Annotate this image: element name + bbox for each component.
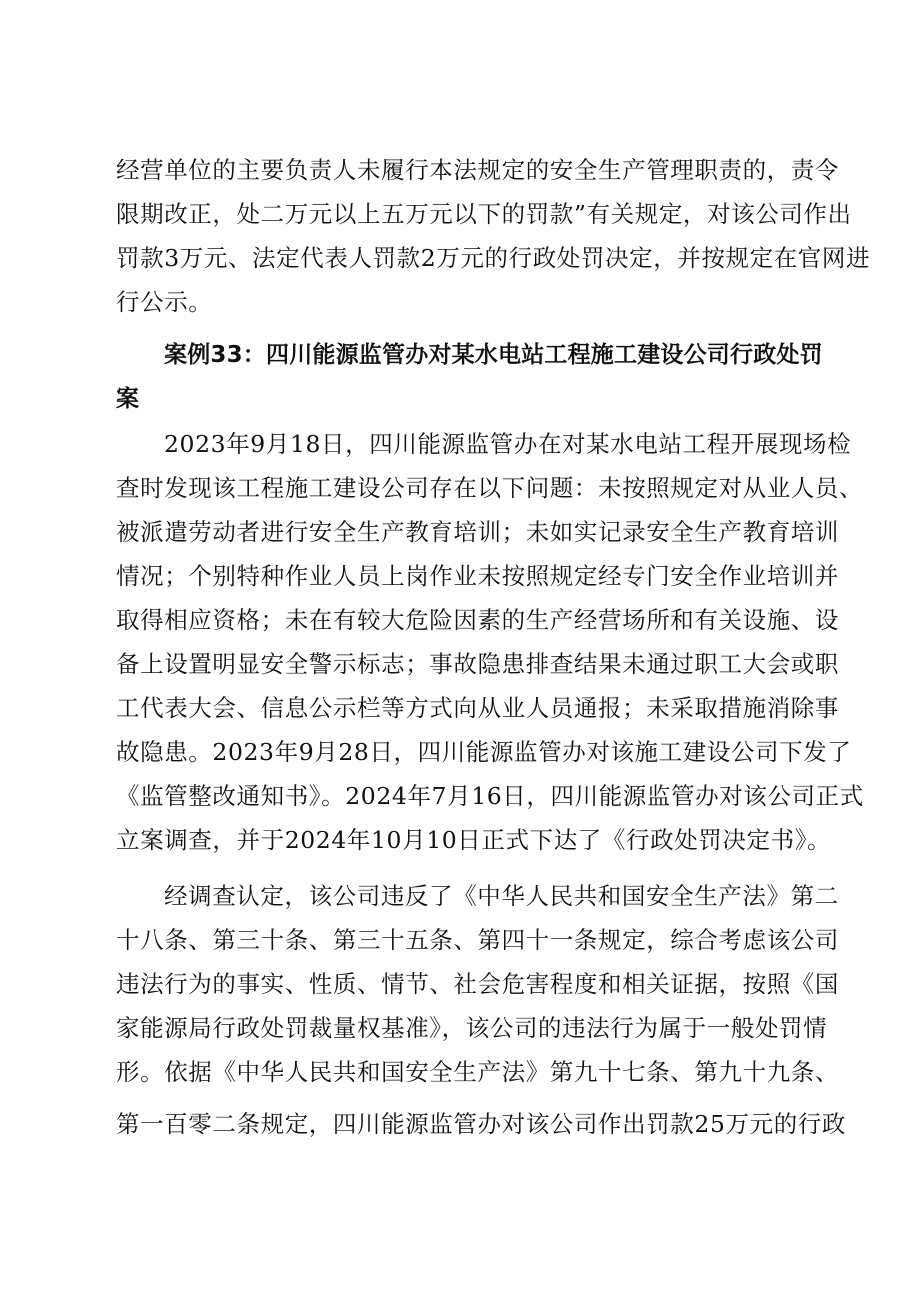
paragraph-line: 家能源局行政处罚裁量权基准》，该公司的违法行为属于一般处罚情 <box>116 1014 828 1042</box>
paragraph-line: 《监管整改通知书》。2024年7月16日，四川能源监管办对该公司正式 <box>116 782 864 810</box>
paragraph-line: 2023年9月18日，四川能源监管办在对某水电站工程开展现场检 <box>164 430 852 458</box>
paragraph-line: 罚款3万元、法定代表人罚款2万元的行政处罚决定，并按规定在官网进 <box>116 244 871 272</box>
paragraph-line: 故隐患。2023年9月28日，四川能源监管办对该施工建设公司下发了 <box>116 738 852 766</box>
paragraph-line: 十八条、第三十条、第三十五条、第四十一条规定，综合考虑该公司 <box>116 926 839 954</box>
case-heading: 案例33：四川能源监管办对某水电站工程施工建设公司行政处罚 <box>164 342 823 368</box>
paragraph-line: 形。依据《中华人民共和国安全生产法》第九十七条、第九十九条、 <box>116 1058 839 1086</box>
paragraph-line: 查时发现该工程施工建设公司存在以下问题：未按照规定对从业人员、 <box>116 474 864 502</box>
paragraph-line: 行公示。 <box>116 288 213 316</box>
paragraph-line: 立案调查，并于2024年10月10日正式下达了《行政处罚决定书》。 <box>116 826 832 854</box>
paragraph-line: 经调查认定，该公司违反了《中华人民共和国安全生产法》第二 <box>164 882 839 910</box>
paragraph-line: 情况；个别特种作业人员上岗作业未按照规定经专门安全作业培训并 <box>116 562 839 590</box>
paragraph-line: 备上设置明显安全警示标志；事故隐患排查结果未通过职工大会或职 <box>116 650 839 678</box>
paragraph-line: 取得相应资格；未在有较大危险因素的生产经营场所和有关设施、设 <box>116 606 839 634</box>
paragraph-line: 限期改正，处二万元以上五万元以下的罚款”有关规定，对该公司作出 <box>116 200 852 228</box>
case-heading-cont: 案 <box>116 386 140 412</box>
paragraph-line: 被派遣劳动者进行安全生产教育培训；未如实记录安全生产教育培训 <box>116 518 839 546</box>
paragraph-line: 违法行为的事实、性质、情节、社会危害程度和相关证据，按照《国 <box>116 970 839 998</box>
paragraph-line: 工代表大会、信息公示栏等方式向从业人员通报；未采取措施消除事 <box>116 694 839 722</box>
paragraph-line: 第一百零二条规定，四川能源监管办对该公司作出罚款25万元的行政 <box>116 1110 847 1138</box>
paragraph-line: 经营单位的主要负责人未履行本法规定的安全生产管理职责的，责令 <box>116 156 839 184</box>
